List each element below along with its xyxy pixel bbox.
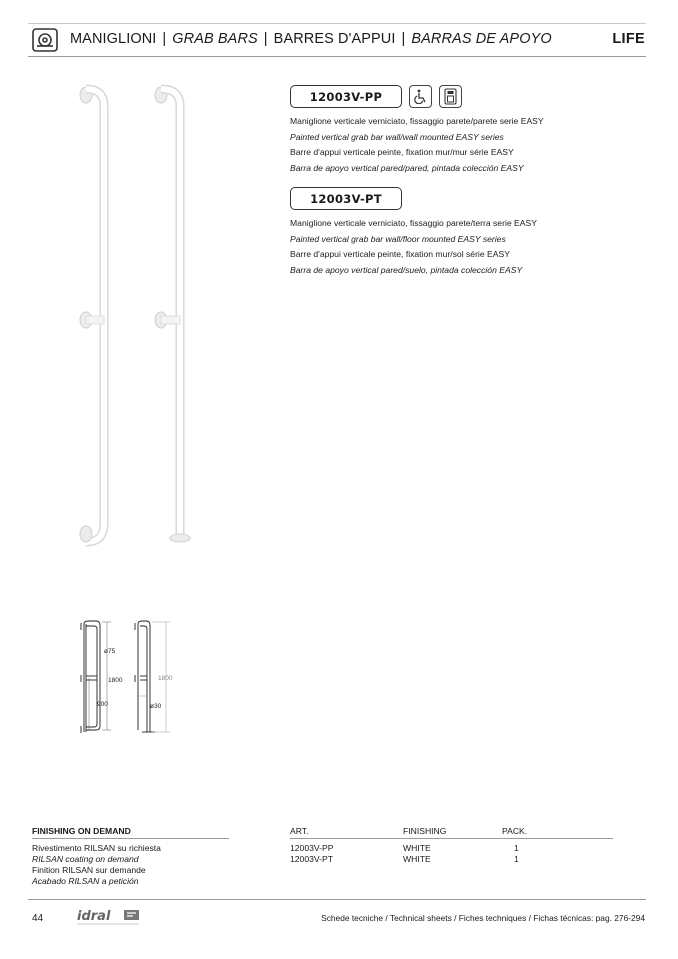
wheelchair-accessible-icon [409, 85, 432, 108]
table-rule [290, 838, 613, 839]
table-cell-art: 12003V-PP [290, 843, 334, 853]
dimension-drawing [76, 620, 196, 738]
desc-french: Barre d'appui verticale peinte, fixation mur/mur série EASY [290, 147, 514, 157]
table-row [290, 843, 333, 854]
header-top-rule [28, 23, 646, 24]
desc-italian: Maniglione verticale verniciato, fissaggio parete/parete serie EASY [290, 116, 544, 126]
table-cell-pack: 1 [514, 843, 519, 853]
header-rule [28, 56, 646, 57]
desc-english: Painted vertical grab bar wall/wall mounted EASY series [290, 131, 504, 142]
footer-rule [28, 899, 646, 900]
dim-total-height: 1800 [108, 677, 123, 684]
dim-total-height-pt: 1800 [158, 675, 173, 682]
title-separator: | [401, 31, 406, 47]
grab-bar-wall-wall [80, 87, 104, 542]
table-cell-art: 12003V-PT [290, 854, 333, 864]
desc-english: Painted vertical grab bar wall/floor mounted EASY series [290, 233, 506, 244]
table-header-finishing: FINISHING [403, 826, 447, 836]
table-row [290, 854, 333, 865]
dimension-bar-wall-wall [81, 621, 100, 733]
dimension-bar-wall-floor [135, 621, 155, 732]
table-cell-finishing: WHITE [403, 854, 431, 864]
collection-name: LIFE [612, 31, 645, 47]
finishing-text [32, 843, 161, 887]
svg-text:idral: idral [77, 909, 111, 924]
table-header-pack: PACK. [502, 826, 528, 836]
table-cell-finishing: WHITE [403, 843, 431, 853]
finishing-rule [32, 838, 229, 839]
finishing-french: Finition RILSAN sur demande [32, 865, 146, 875]
technical-sheets-reference: Schede tecniche / Technical sheets / Fiches techniques / Fichas técnicas: pag. 276-294 [321, 913, 645, 923]
table-header-art: ART. [290, 826, 309, 836]
title-italian: MANIGLIONI [70, 31, 157, 47]
idral-symbol-icon [32, 28, 58, 52]
desc-spanish: Barra de apoyo vertical pared/suelo, pintada colección EASY [290, 264, 523, 275]
title-french: BARRES D'APPUI [273, 31, 396, 47]
product-description-12003v-pp [290, 114, 544, 176]
dim-middle-height: 900 [97, 701, 108, 708]
desc-spanish: Barra de apoyo vertical pared/pared, pintada colección EASY [290, 162, 524, 173]
easy-series-icon [439, 85, 462, 108]
product-code-12003v-pp: 12003V-PP [290, 85, 402, 108]
dim-flange-diameter: ø75 [104, 648, 116, 655]
dim-tube-diameter: ø30 [150, 703, 162, 710]
finishing-italian: Rivestimento RILSAN su richiesta [32, 843, 161, 853]
product-photo [60, 76, 200, 548]
page-number: 44 [32, 913, 44, 924]
idral-brand-logo [76, 907, 142, 927]
title-spanish: BARRAS DE APOYO [411, 31, 552, 47]
title-separator: | [162, 31, 167, 47]
finishing-spanish: Acabado RILSAN a petición [32, 876, 139, 886]
desc-french: Barre d'appui verticale peinte, fixation mur/sol série EASY [290, 249, 510, 259]
product-description-12003v-pt [290, 216, 537, 278]
grab-bar-wall-floor [155, 87, 190, 542]
product-code-12003v-pt: 12003V-PT [290, 187, 402, 210]
page-title [70, 31, 552, 47]
table-cell-pack: 1 [514, 854, 519, 864]
title-separator: | [263, 31, 268, 47]
finishing-english: RILSAN coating on demand [32, 854, 139, 864]
desc-italian: Maniglione verticale verniciato, fissaggio parete/terra serie EASY [290, 218, 537, 228]
finishing-heading: FINISHING ON DEMAND [32, 826, 131, 836]
title-english: GRAB BARS [172, 31, 258, 47]
